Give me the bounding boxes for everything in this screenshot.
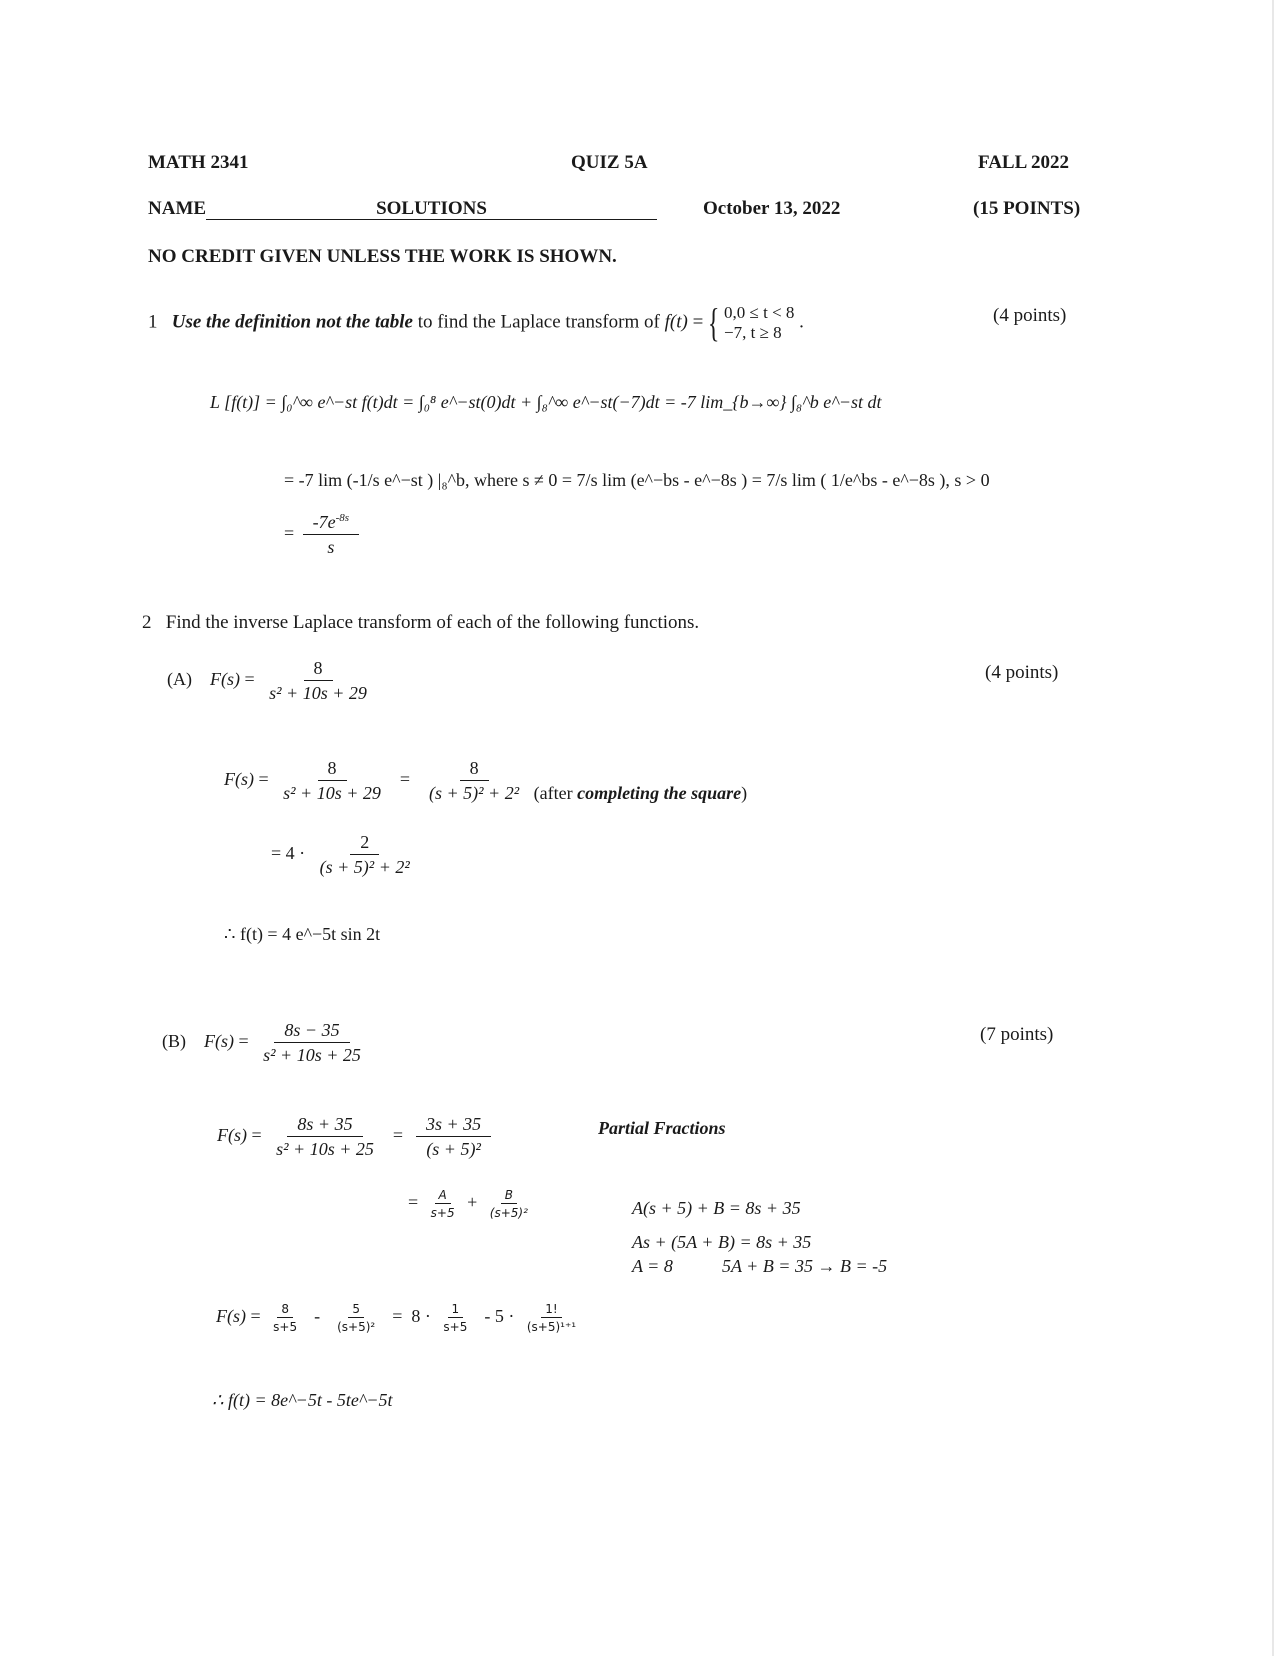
q2-prompt: Find the inverse Laplace transform of each of the following functions. [165, 612, 700, 633]
pf-eq-2: As + (5A + B) = 8s + 35 [632, 1232, 812, 1252]
partial-fractions-title: Partial Fractions [598, 1118, 726, 1138]
name-underline-1 [206, 201, 376, 220]
q2b-step-fraction: $\frac{8s + 35}{\text{s² + 10s + 25}}$ [276, 1114, 374, 1159]
q2a-factor-fraction: $\frac{2}{\text{(s + 5)² + 2²}}$ [319, 832, 410, 877]
q1-prompt [148, 300, 804, 345]
q1-period: . [799, 311, 804, 333]
q2b-answer: ∴ f(t) = 8e^−5t - 5te^−5t [212, 1390, 393, 1410]
q1-result-num: -7e [312, 512, 336, 532]
q1-line-2: = -7 lim (-1/s e^−st ) |₈^b, where s ≠ 0 = 7/s lim (e^−bs - e^−8s ) = 7/s lim ( 1/e^bs - e^−8s ), s > 0 [284, 470, 990, 490]
name-value: SOLUTIONS [376, 198, 487, 219]
q2a-points: (4 points) [985, 662, 1059, 683]
q2a-label: (A) [167, 669, 192, 690]
q1-result-fraction [303, 512, 359, 558]
case-2: −7, t ≥ 8 [724, 323, 782, 342]
q1-result-exp: -8s [335, 512, 350, 524]
q2b-square-fraction: $\frac{3s + 35}{\text{(s + 5)²}}$ [416, 1114, 491, 1160]
q2a-step: F(s) = $\frac{8}{\text{s² + 10s + 29}}$ = $\frac{8}{\text{(s + 5)² + 2²}}$ (after completing the square) [224, 758, 748, 804]
q2b-given-fraction: $\frac{8s - 35}{\text{s² + 10s + 25}}$ [263, 1020, 361, 1065]
decomp-g1: $\frac{1}{s+5}$ [443, 1302, 468, 1334]
q2a-square-fraction: $\frac{8}{\text{(s + 5)² + 2²}}$ [429, 758, 520, 803]
q1-function-label: f(t) [664, 311, 688, 333]
q1-prompt-text: to find the Laplace transform of [417, 311, 660, 333]
pf-eq-3a: A = 8 [632, 1256, 673, 1276]
decomp-f1: $\frac{8}{s+5}$ [273, 1302, 298, 1334]
q2b-step: F(s) = $\frac{8s + 35}{\text{s² + 10s + 25}}$ = $\frac{3s + 35}{\text{(s + 5)²}}$ [217, 1114, 495, 1160]
q2-number: 2 [142, 612, 152, 633]
pf-eq-1: A(s + 5) + B = 8s + 35 [632, 1198, 801, 1218]
q2b-label: (B) [162, 1031, 186, 1052]
q1-number: 1 [148, 311, 158, 333]
course-code: MATH 2341 [148, 152, 249, 173]
q1-result-den: s [327, 537, 335, 557]
pf-eq-3b: 5A + B = 35 → B = -5 [722, 1256, 888, 1276]
case-1: 0,0 ≤ t < 8 [724, 303, 795, 322]
notice: NO CREDIT GIVEN UNLESS THE WORK IS SHOWN. [148, 246, 617, 267]
name-label: NAME [148, 198, 207, 219]
q2a-given-fraction: $\frac{8}{\text{s² + 10s + 29}}$ [269, 658, 367, 703]
decomp-f2: $\frac{5}{\text{(s+5)²}}$ [337, 1302, 376, 1334]
piecewise-brace-icon: { [707, 300, 720, 345]
q2a-step-fraction: $\frac{8}{\text{s² + 10s + 29}}$ [283, 758, 381, 803]
q2a-given: (A) F(s) = $\frac{8}{\text{s² + 10s + 29}}$ [167, 658, 377, 704]
q2a-note: (after completing the square) [533, 783, 748, 804]
name-underline-2 [487, 201, 657, 220]
scan-edge [1272, 0, 1274, 1656]
q1-points: (4 points) [993, 305, 1067, 326]
q2b-pf-form: = $\frac{A}{s+5}$ + $\frac{B}{\text{(s+5)²}}$ [408, 1188, 536, 1220]
points-total: (15 POINTS) [973, 198, 1081, 219]
q1-line-1: L [f(t)] = ∫₀^∞ e^−st f(t)dt = ∫₀⁸ e^−st(0)dt + ∫₈^∞ e^−st(−7)dt = -7 lim_{b→∞} ∫₈^b e^−st dt [210, 392, 882, 412]
q1-eq: = [692, 311, 704, 333]
q2b-points: (7 points) [980, 1024, 1054, 1045]
q1-result: = $\frac{-7e^{-8s}}{s}$ [284, 512, 363, 558]
q2a-answer: ∴ f(t) = 4 e^−5t sin 2t [224, 924, 381, 944]
q1-prompt-emphasis: Use the definition not the table [171, 311, 413, 333]
quiz-title: QUIZ 5A [571, 152, 648, 173]
quiz-date: October 13, 2022 [703, 198, 841, 219]
pf-a-fraction: $\frac{A}{s+5}$ [430, 1188, 455, 1220]
decomp-g2: $\frac{1!}{\text{(s+5)¹⁺¹}}$ [526, 1302, 577, 1334]
q2b-decomp: F(s) = $\frac{8}{s+5}$ - $\frac{5}{\text{(s+5)²}}$ = 8 · $\frac{1}{s+5}$ - 5 · $\frac{1!}{\text{(s+5)¹⁺¹}}$ [216, 1302, 584, 1334]
piecewise-cases [724, 303, 794, 343]
pf-b-fraction: $\frac{B}{\text{(s+5)²}}$ [489, 1188, 528, 1220]
q2b-given: (B) F(s) = $\frac{8s - 35}{\text{s² + 10s + 25}}$ [162, 1020, 371, 1066]
q2a-factor: = 4 · $\frac{2}{\text{(s + 5)² + 2²}}$ [271, 832, 420, 878]
q2-prompt-row [142, 612, 699, 634]
term: FALL 2022 [978, 152, 1069, 173]
name-row [148, 198, 657, 220]
